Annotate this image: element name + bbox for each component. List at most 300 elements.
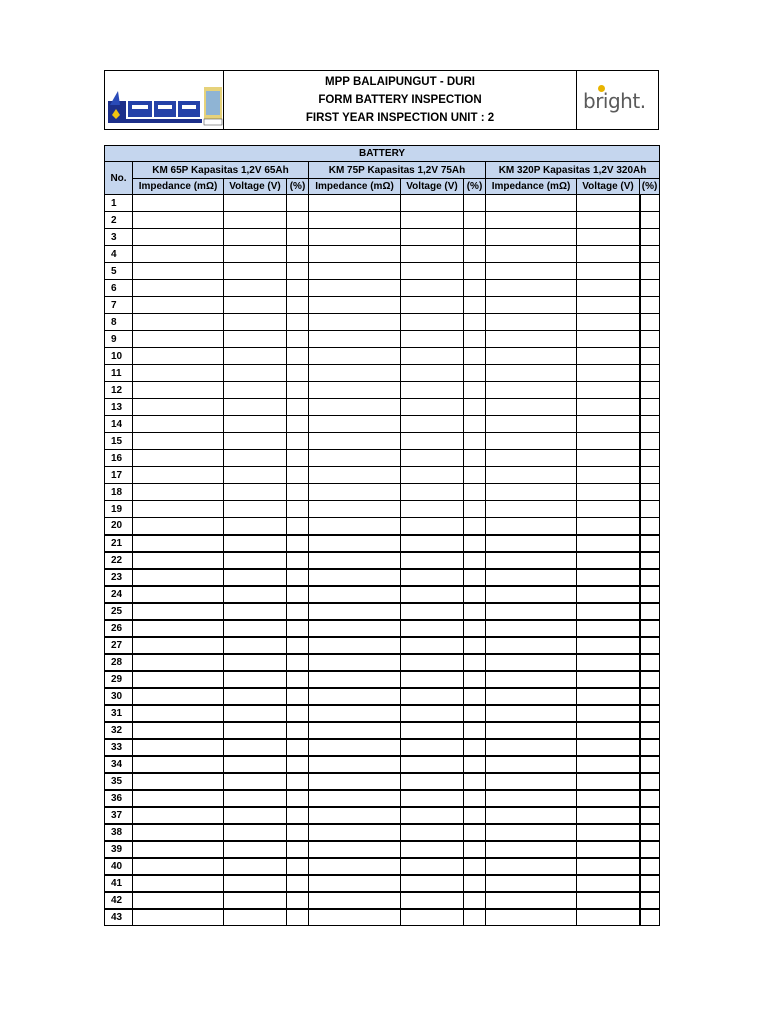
voltage-cell[interactable] [401,773,464,790]
percent-cell[interactable] [464,603,486,620]
percent-cell[interactable] [464,467,486,484]
percent-cell[interactable] [287,229,309,246]
voltage-cell[interactable] [577,535,640,552]
impedance-cell[interactable] [133,858,224,875]
percent-cell[interactable] [287,450,309,467]
percent-cell[interactable] [287,654,309,671]
voltage-cell[interactable] [401,756,464,773]
percent-cell[interactable] [464,722,486,739]
impedance-cell[interactable] [133,569,224,586]
impedance-cell[interactable] [486,297,577,314]
impedance-cell[interactable] [309,416,401,433]
impedance-cell[interactable] [133,297,224,314]
percent-cell[interactable] [287,858,309,875]
voltage-cell[interactable] [224,824,287,841]
percent-cell[interactable] [464,824,486,841]
voltage-cell[interactable] [224,654,287,671]
voltage-cell[interactable] [224,416,287,433]
percent-cell[interactable] [287,467,309,484]
impedance-cell[interactable] [133,841,224,858]
voltage-cell[interactable] [401,450,464,467]
voltage-cell[interactable] [401,739,464,756]
impedance-cell[interactable] [486,671,577,688]
percent-cell[interactable] [464,416,486,433]
voltage-cell[interactable] [401,569,464,586]
voltage-cell[interactable] [577,824,640,841]
voltage-cell[interactable] [401,637,464,654]
voltage-cell[interactable] [577,314,640,331]
impedance-cell[interactable] [486,756,577,773]
percent-cell[interactable] [287,433,309,450]
percent-cell[interactable] [640,688,660,705]
impedance-cell[interactable] [309,858,401,875]
impedance-cell[interactable] [133,586,224,603]
impedance-cell[interactable] [486,467,577,484]
percent-cell[interactable] [640,280,660,297]
impedance-cell[interactable] [133,603,224,620]
impedance-cell[interactable] [309,348,401,365]
impedance-cell[interactable] [133,552,224,569]
voltage-cell[interactable] [577,212,640,229]
voltage-cell[interactable] [577,637,640,654]
impedance-cell[interactable] [486,450,577,467]
voltage-cell[interactable] [577,280,640,297]
voltage-cell[interactable] [577,450,640,467]
percent-cell[interactable] [640,314,660,331]
voltage-cell[interactable] [224,450,287,467]
percent-cell[interactable] [464,875,486,892]
percent-cell[interactable] [287,280,309,297]
impedance-cell[interactable] [309,586,401,603]
voltage-cell[interactable] [224,365,287,382]
impedance-cell[interactable] [133,671,224,688]
voltage-cell[interactable] [401,620,464,637]
percent-cell[interactable] [287,909,309,926]
voltage-cell[interactable] [401,314,464,331]
voltage-cell[interactable] [401,297,464,314]
impedance-cell[interactable] [309,620,401,637]
impedance-cell[interactable] [486,365,577,382]
impedance-cell[interactable] [133,705,224,722]
voltage-cell[interactable] [224,212,287,229]
percent-cell[interactable] [287,195,309,212]
percent-cell[interactable] [464,705,486,722]
voltage-cell[interactable] [224,790,287,807]
percent-cell[interactable] [287,314,309,331]
impedance-cell[interactable] [309,314,401,331]
voltage-cell[interactable] [401,790,464,807]
voltage-cell[interactable] [224,229,287,246]
voltage-cell[interactable] [224,807,287,824]
voltage-cell[interactable] [401,671,464,688]
percent-cell[interactable] [287,739,309,756]
percent-cell[interactable] [464,688,486,705]
voltage-cell[interactable] [401,586,464,603]
percent-cell[interactable] [464,620,486,637]
percent-cell[interactable] [464,450,486,467]
voltage-cell[interactable] [577,433,640,450]
voltage-cell[interactable] [224,841,287,858]
percent-cell[interactable] [287,603,309,620]
voltage-cell[interactable] [401,654,464,671]
impedance-cell[interactable] [133,637,224,654]
percent-cell[interactable] [464,756,486,773]
percent-cell[interactable] [640,892,660,909]
voltage-cell[interactable] [401,280,464,297]
voltage-cell[interactable] [577,688,640,705]
voltage-cell[interactable] [401,705,464,722]
impedance-cell[interactable] [133,756,224,773]
percent-cell[interactable] [640,229,660,246]
impedance-cell[interactable] [486,807,577,824]
impedance-cell[interactable] [309,433,401,450]
voltage-cell[interactable] [577,671,640,688]
impedance-cell[interactable] [133,399,224,416]
voltage-cell[interactable] [224,892,287,909]
voltage-cell[interactable] [577,773,640,790]
percent-cell[interactable] [287,348,309,365]
impedance-cell[interactable] [133,365,224,382]
voltage-cell[interactable] [577,246,640,263]
percent-cell[interactable] [464,263,486,280]
voltage-cell[interactable] [224,246,287,263]
voltage-cell[interactable] [401,875,464,892]
voltage-cell[interactable] [577,263,640,280]
voltage-cell[interactable] [224,671,287,688]
percent-cell[interactable] [640,824,660,841]
voltage-cell[interactable] [224,773,287,790]
impedance-cell[interactable] [309,331,401,348]
impedance-cell[interactable] [486,348,577,365]
voltage-cell[interactable] [224,382,287,399]
percent-cell[interactable] [640,331,660,348]
impedance-cell[interactable] [486,501,577,518]
percent-cell[interactable] [464,841,486,858]
voltage-cell[interactable] [577,756,640,773]
voltage-cell[interactable] [577,586,640,603]
percent-cell[interactable] [464,195,486,212]
impedance-cell[interactable] [486,212,577,229]
impedance-cell[interactable] [309,807,401,824]
percent-cell[interactable] [640,212,660,229]
voltage-cell[interactable] [577,552,640,569]
percent-cell[interactable] [464,671,486,688]
voltage-cell[interactable] [577,807,640,824]
impedance-cell[interactable] [309,365,401,382]
impedance-cell[interactable] [309,501,401,518]
percent-cell[interactable] [464,552,486,569]
impedance-cell[interactable] [309,841,401,858]
impedance-cell[interactable] [309,654,401,671]
percent-cell[interactable] [640,586,660,603]
percent-cell[interactable] [287,875,309,892]
percent-cell[interactable] [464,399,486,416]
percent-cell[interactable] [640,841,660,858]
voltage-cell[interactable] [577,603,640,620]
impedance-cell[interactable] [133,331,224,348]
percent-cell[interactable] [640,705,660,722]
voltage-cell[interactable] [577,875,640,892]
percent-cell[interactable] [640,535,660,552]
impedance-cell[interactable] [133,212,224,229]
impedance-cell[interactable] [133,501,224,518]
impedance-cell[interactable] [486,433,577,450]
percent-cell[interactable] [640,807,660,824]
impedance-cell[interactable] [486,603,577,620]
percent-cell[interactable] [464,331,486,348]
voltage-cell[interactable] [224,263,287,280]
impedance-cell[interactable] [133,654,224,671]
percent-cell[interactable] [464,382,486,399]
voltage-cell[interactable] [401,484,464,501]
voltage-cell[interactable] [577,195,640,212]
voltage-cell[interactable] [577,484,640,501]
percent-cell[interactable] [287,620,309,637]
percent-cell[interactable] [640,382,660,399]
voltage-cell[interactable] [401,246,464,263]
percent-cell[interactable] [640,756,660,773]
voltage-cell[interactable] [401,892,464,909]
percent-cell[interactable] [640,348,660,365]
impedance-cell[interactable] [133,467,224,484]
percent-cell[interactable] [464,365,486,382]
impedance-cell[interactable] [133,909,224,926]
impedance-cell[interactable] [486,518,577,535]
percent-cell[interactable] [287,790,309,807]
impedance-cell[interactable] [486,416,577,433]
voltage-cell[interactable] [401,348,464,365]
impedance-cell[interactable] [133,416,224,433]
voltage-cell[interactable] [577,399,640,416]
percent-cell[interactable] [640,739,660,756]
percent-cell[interactable] [464,314,486,331]
voltage-cell[interactable] [577,841,640,858]
impedance-cell[interactable] [486,586,577,603]
percent-cell[interactable] [464,773,486,790]
voltage-cell[interactable] [577,229,640,246]
voltage-cell[interactable] [224,739,287,756]
voltage-cell[interactable] [401,263,464,280]
percent-cell[interactable] [464,212,486,229]
percent-cell[interactable] [287,518,309,535]
percent-cell[interactable] [464,654,486,671]
percent-cell[interactable] [287,263,309,280]
percent-cell[interactable] [287,722,309,739]
voltage-cell[interactable] [224,909,287,926]
voltage-cell[interactable] [577,331,640,348]
impedance-cell[interactable] [133,382,224,399]
percent-cell[interactable] [287,552,309,569]
percent-cell[interactable] [640,620,660,637]
percent-cell[interactable] [287,484,309,501]
percent-cell[interactable] [640,195,660,212]
impedance-cell[interactable] [486,331,577,348]
voltage-cell[interactable] [224,195,287,212]
impedance-cell[interactable] [309,246,401,263]
impedance-cell[interactable] [133,246,224,263]
voltage-cell[interactable] [224,688,287,705]
voltage-cell[interactable] [224,280,287,297]
percent-cell[interactable] [464,790,486,807]
voltage-cell[interactable] [401,858,464,875]
percent-cell[interactable] [640,263,660,280]
voltage-cell[interactable] [224,552,287,569]
impedance-cell[interactable] [486,620,577,637]
impedance-cell[interactable] [133,348,224,365]
percent-cell[interactable] [464,586,486,603]
impedance-cell[interactable] [133,484,224,501]
voltage-cell[interactable] [577,705,640,722]
impedance-cell[interactable] [133,824,224,841]
percent-cell[interactable] [287,637,309,654]
percent-cell[interactable] [287,416,309,433]
impedance-cell[interactable] [309,484,401,501]
impedance-cell[interactable] [486,569,577,586]
voltage-cell[interactable] [401,365,464,382]
voltage-cell[interactable] [224,518,287,535]
percent-cell[interactable] [287,688,309,705]
voltage-cell[interactable] [401,535,464,552]
percent-cell[interactable] [640,365,660,382]
percent-cell[interactable] [640,416,660,433]
percent-cell[interactable] [464,569,486,586]
voltage-cell[interactable] [577,620,640,637]
percent-cell[interactable] [464,739,486,756]
percent-cell[interactable] [464,909,486,926]
percent-cell[interactable] [464,484,486,501]
percent-cell[interactable] [464,297,486,314]
percent-cell[interactable] [640,637,660,654]
voltage-cell[interactable] [224,756,287,773]
voltage-cell[interactable] [224,620,287,637]
voltage-cell[interactable] [401,382,464,399]
voltage-cell[interactable] [401,212,464,229]
impedance-cell[interactable] [486,263,577,280]
voltage-cell[interactable] [224,501,287,518]
percent-cell[interactable] [287,365,309,382]
percent-cell[interactable] [640,671,660,688]
impedance-cell[interactable] [133,875,224,892]
percent-cell[interactable] [640,654,660,671]
impedance-cell[interactable] [309,518,401,535]
impedance-cell[interactable] [309,569,401,586]
voltage-cell[interactable] [401,841,464,858]
impedance-cell[interactable] [486,790,577,807]
percent-cell[interactable] [640,773,660,790]
impedance-cell[interactable] [486,382,577,399]
percent-cell[interactable] [640,501,660,518]
percent-cell[interactable] [640,399,660,416]
voltage-cell[interactable] [224,535,287,552]
impedance-cell[interactable] [309,280,401,297]
percent-cell[interactable] [287,705,309,722]
impedance-cell[interactable] [309,382,401,399]
percent-cell[interactable] [640,467,660,484]
impedance-cell[interactable] [486,909,577,926]
impedance-cell[interactable] [133,688,224,705]
percent-cell[interactable] [287,501,309,518]
impedance-cell[interactable] [486,824,577,841]
percent-cell[interactable] [464,892,486,909]
voltage-cell[interactable] [577,739,640,756]
percent-cell[interactable] [640,909,660,926]
voltage-cell[interactable] [401,722,464,739]
impedance-cell[interactable] [309,875,401,892]
percent-cell[interactable] [464,280,486,297]
voltage-cell[interactable] [224,467,287,484]
voltage-cell[interactable] [577,909,640,926]
impedance-cell[interactable] [486,229,577,246]
impedance-cell[interactable] [309,705,401,722]
impedance-cell[interactable] [309,671,401,688]
voltage-cell[interactable] [577,501,640,518]
percent-cell[interactable] [287,382,309,399]
impedance-cell[interactable] [133,722,224,739]
percent-cell[interactable] [287,246,309,263]
impedance-cell[interactable] [133,620,224,637]
impedance-cell[interactable] [133,195,224,212]
voltage-cell[interactable] [577,297,640,314]
percent-cell[interactable] [287,297,309,314]
impedance-cell[interactable] [486,841,577,858]
impedance-cell[interactable] [309,756,401,773]
percent-cell[interactable] [287,841,309,858]
impedance-cell[interactable] [309,229,401,246]
voltage-cell[interactable] [401,399,464,416]
percent-cell[interactable] [640,297,660,314]
impedance-cell[interactable] [133,314,224,331]
impedance-cell[interactable] [309,773,401,790]
percent-cell[interactable] [640,569,660,586]
impedance-cell[interactable] [133,790,224,807]
percent-cell[interactable] [640,433,660,450]
impedance-cell[interactable] [133,807,224,824]
percent-cell[interactable] [640,858,660,875]
percent-cell[interactable] [640,603,660,620]
percent-cell[interactable] [464,807,486,824]
percent-cell[interactable] [640,518,660,535]
percent-cell[interactable] [640,552,660,569]
percent-cell[interactable] [464,518,486,535]
percent-cell[interactable] [287,773,309,790]
impedance-cell[interactable] [486,314,577,331]
voltage-cell[interactable] [224,705,287,722]
percent-cell[interactable] [640,246,660,263]
percent-cell[interactable] [464,229,486,246]
voltage-cell[interactable] [224,399,287,416]
percent-cell[interactable] [640,790,660,807]
voltage-cell[interactable] [577,518,640,535]
percent-cell[interactable] [640,450,660,467]
impedance-cell[interactable] [309,739,401,756]
percent-cell[interactable] [464,637,486,654]
impedance-cell[interactable] [486,195,577,212]
impedance-cell[interactable] [486,552,577,569]
percent-cell[interactable] [640,722,660,739]
impedance-cell[interactable] [486,280,577,297]
voltage-cell[interactable] [401,807,464,824]
percent-cell[interactable] [287,756,309,773]
voltage-cell[interactable] [577,722,640,739]
impedance-cell[interactable] [486,637,577,654]
impedance-cell[interactable] [133,535,224,552]
voltage-cell[interactable] [401,433,464,450]
percent-cell[interactable] [287,399,309,416]
impedance-cell[interactable] [309,212,401,229]
impedance-cell[interactable] [133,518,224,535]
percent-cell[interactable] [464,535,486,552]
percent-cell[interactable] [640,875,660,892]
